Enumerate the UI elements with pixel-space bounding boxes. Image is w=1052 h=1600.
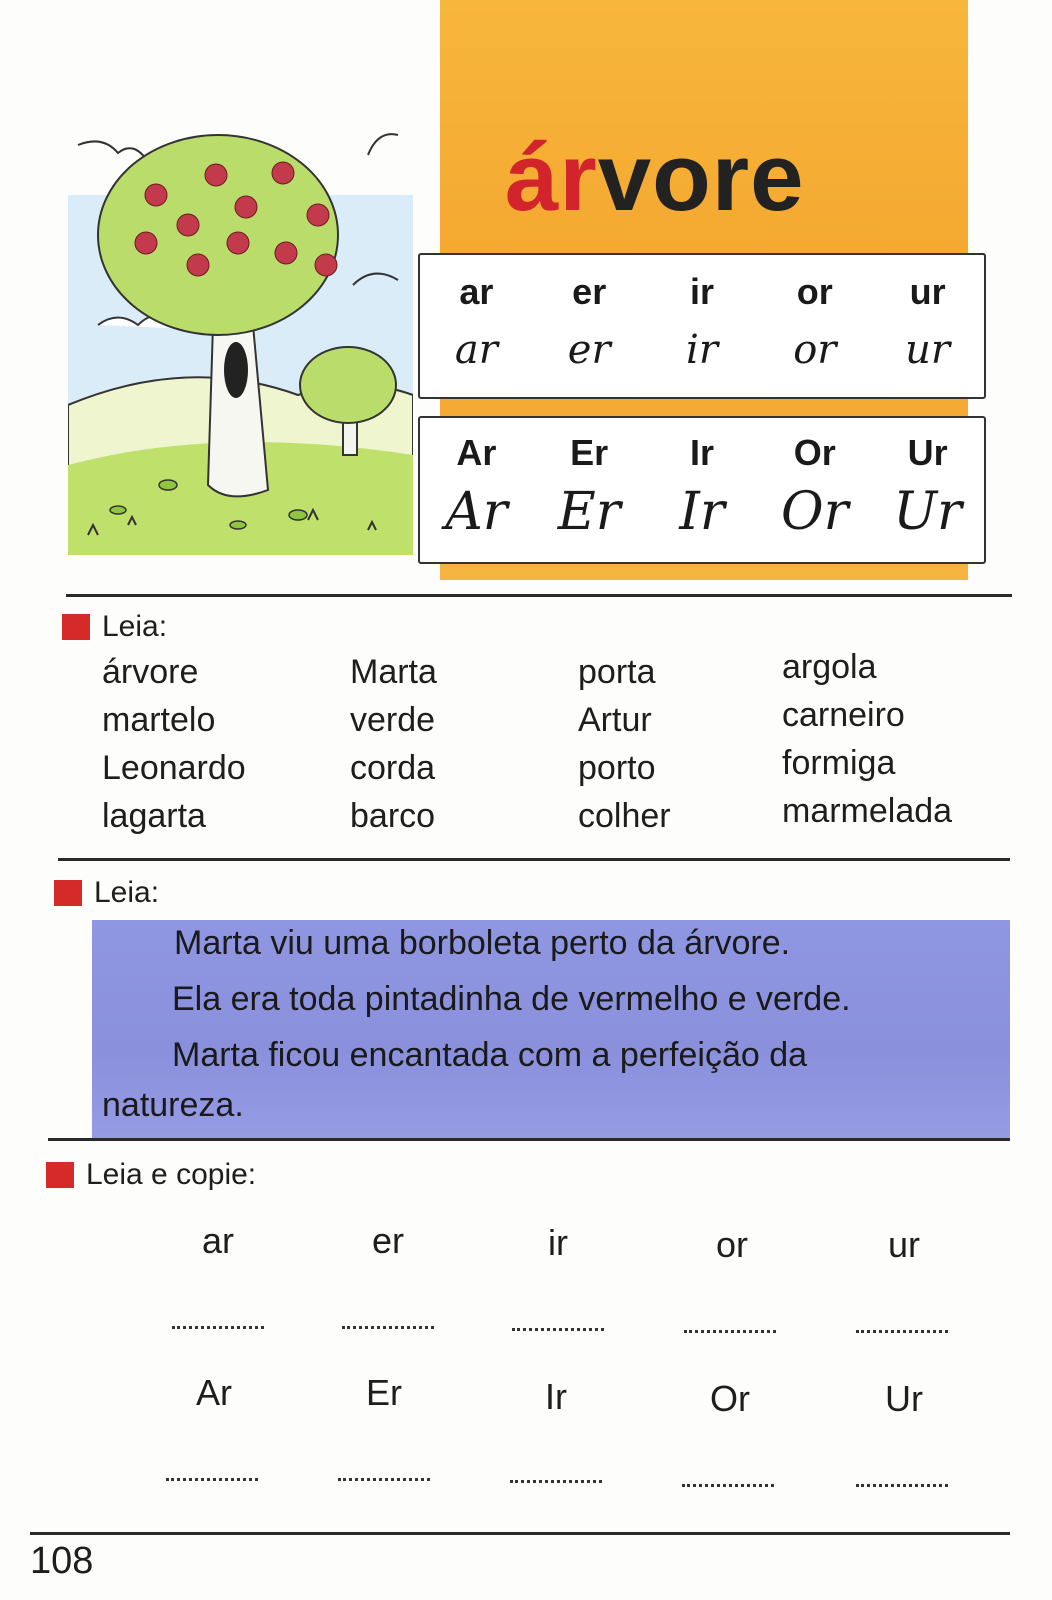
copy-blank[interactable] <box>856 1484 948 1487</box>
word: carneiro <box>782 696 905 734</box>
copy-syllable: Er <box>366 1372 402 1413</box>
word: marmelada <box>782 792 953 830</box>
uppercase-print-row <box>420 432 984 474</box>
syllable-print: ur <box>909 271 946 312</box>
word-column <box>578 648 671 840</box>
lowercase-print-row <box>420 271 984 313</box>
section-heading <box>46 1158 256 1192</box>
syllable-cursive: Ir <box>679 482 725 542</box>
copy-blank[interactable] <box>342 1326 434 1329</box>
syllable-cursive: ar <box>454 327 498 373</box>
word: lagarta <box>102 797 206 835</box>
reading-line: Ela era toda pintadinha de vermelho e verde. <box>172 980 851 1018</box>
word-column <box>782 643 952 835</box>
copy-blank[interactable] <box>512 1328 604 1331</box>
copy-syllable: Ur <box>885 1378 923 1419</box>
copy-blank[interactable] <box>684 1330 776 1333</box>
syllable-print: er <box>572 271 607 312</box>
word: porta <box>578 653 656 691</box>
reading-line: natureza. <box>102 1086 244 1124</box>
copy-blank[interactable] <box>856 1330 948 1333</box>
divider <box>58 858 1010 861</box>
divider <box>48 1138 1010 1141</box>
word: formiga <box>782 744 896 782</box>
tree-illustration <box>68 125 413 555</box>
syllable-print: Er <box>570 432 609 473</box>
reading-line: Marta ficou encantada com a perfeição da <box>172 1036 808 1074</box>
reading-line: Marta viu uma borboleta perto da árvore. <box>174 924 791 962</box>
uppercase-cursive-row <box>420 482 984 542</box>
section-heading <box>54 876 159 910</box>
section-heading <box>62 610 167 644</box>
syllable-print: ar <box>459 271 494 312</box>
lowercase-cursive-row <box>420 327 984 373</box>
syllable-cursive: Er <box>557 482 621 542</box>
lowercase-syllable-box <box>418 253 986 399</box>
copy-syllable: Ir <box>545 1376 567 1417</box>
copy-syllable: ar <box>201 1220 234 1261</box>
word: porto <box>578 749 656 787</box>
word: argola <box>782 648 877 686</box>
copy-blank[interactable] <box>682 1484 774 1487</box>
section-heading-text: Leia: <box>94 876 160 909</box>
red-square-bullet <box>54 880 82 906</box>
word-column <box>102 648 246 840</box>
word: Leonardo <box>102 749 246 787</box>
word: corda <box>350 749 436 787</box>
title-rest: vore <box>597 124 805 231</box>
section-heading-text: Leia: <box>102 610 168 643</box>
copy-syllable: ur <box>887 1224 920 1265</box>
uppercase-syllable-box <box>418 416 986 564</box>
copy-syllable: Or <box>710 1378 750 1419</box>
word: Marta <box>350 653 437 691</box>
reading-text-box <box>92 920 1010 1138</box>
word: verde <box>350 701 436 739</box>
syllable-cursive: er <box>567 327 611 373</box>
copy-syllable: Ar <box>196 1372 232 1413</box>
copy-blank[interactable] <box>338 1478 430 1481</box>
copy-syllable: or <box>715 1224 748 1265</box>
divider <box>30 1532 1010 1535</box>
copy-syllable: ir <box>548 1222 568 1263</box>
syllable-cursive: Ur <box>893 482 962 542</box>
syllable-print: Ar <box>456 432 497 473</box>
divider <box>66 594 1012 597</box>
word: barco <box>350 797 436 835</box>
copy-blank[interactable] <box>166 1478 258 1481</box>
copy-blank[interactable] <box>172 1326 264 1329</box>
page-number: 108 <box>30 1540 94 1582</box>
syllable-print: or <box>796 271 833 312</box>
word: colher <box>578 797 671 835</box>
syllable-cursive: or <box>793 327 837 373</box>
syllable-print: Ur <box>907 432 948 473</box>
syllable-print: Or <box>793 432 836 473</box>
page-title <box>505 124 805 231</box>
syllable-print: ir <box>689 271 714 312</box>
word-column <box>350 648 437 840</box>
syllable-cursive: ur <box>905 327 951 373</box>
word: Artur <box>578 701 652 739</box>
red-square-bullet <box>46 1162 74 1188</box>
syllable-cursive: Ar <box>445 482 508 542</box>
copy-syllable: er <box>371 1220 404 1261</box>
syllable-print: Ir <box>689 432 714 473</box>
red-square-bullet <box>62 614 90 640</box>
syllable-cursive: Or <box>781 482 849 542</box>
word: martelo <box>102 701 216 739</box>
copy-blank[interactable] <box>510 1480 602 1483</box>
syllable-cursive: ir <box>686 327 718 373</box>
section-heading-text: Leia e copie: <box>86 1158 257 1191</box>
title-highlight: ár <box>505 124 598 231</box>
word: árvore <box>102 653 199 691</box>
